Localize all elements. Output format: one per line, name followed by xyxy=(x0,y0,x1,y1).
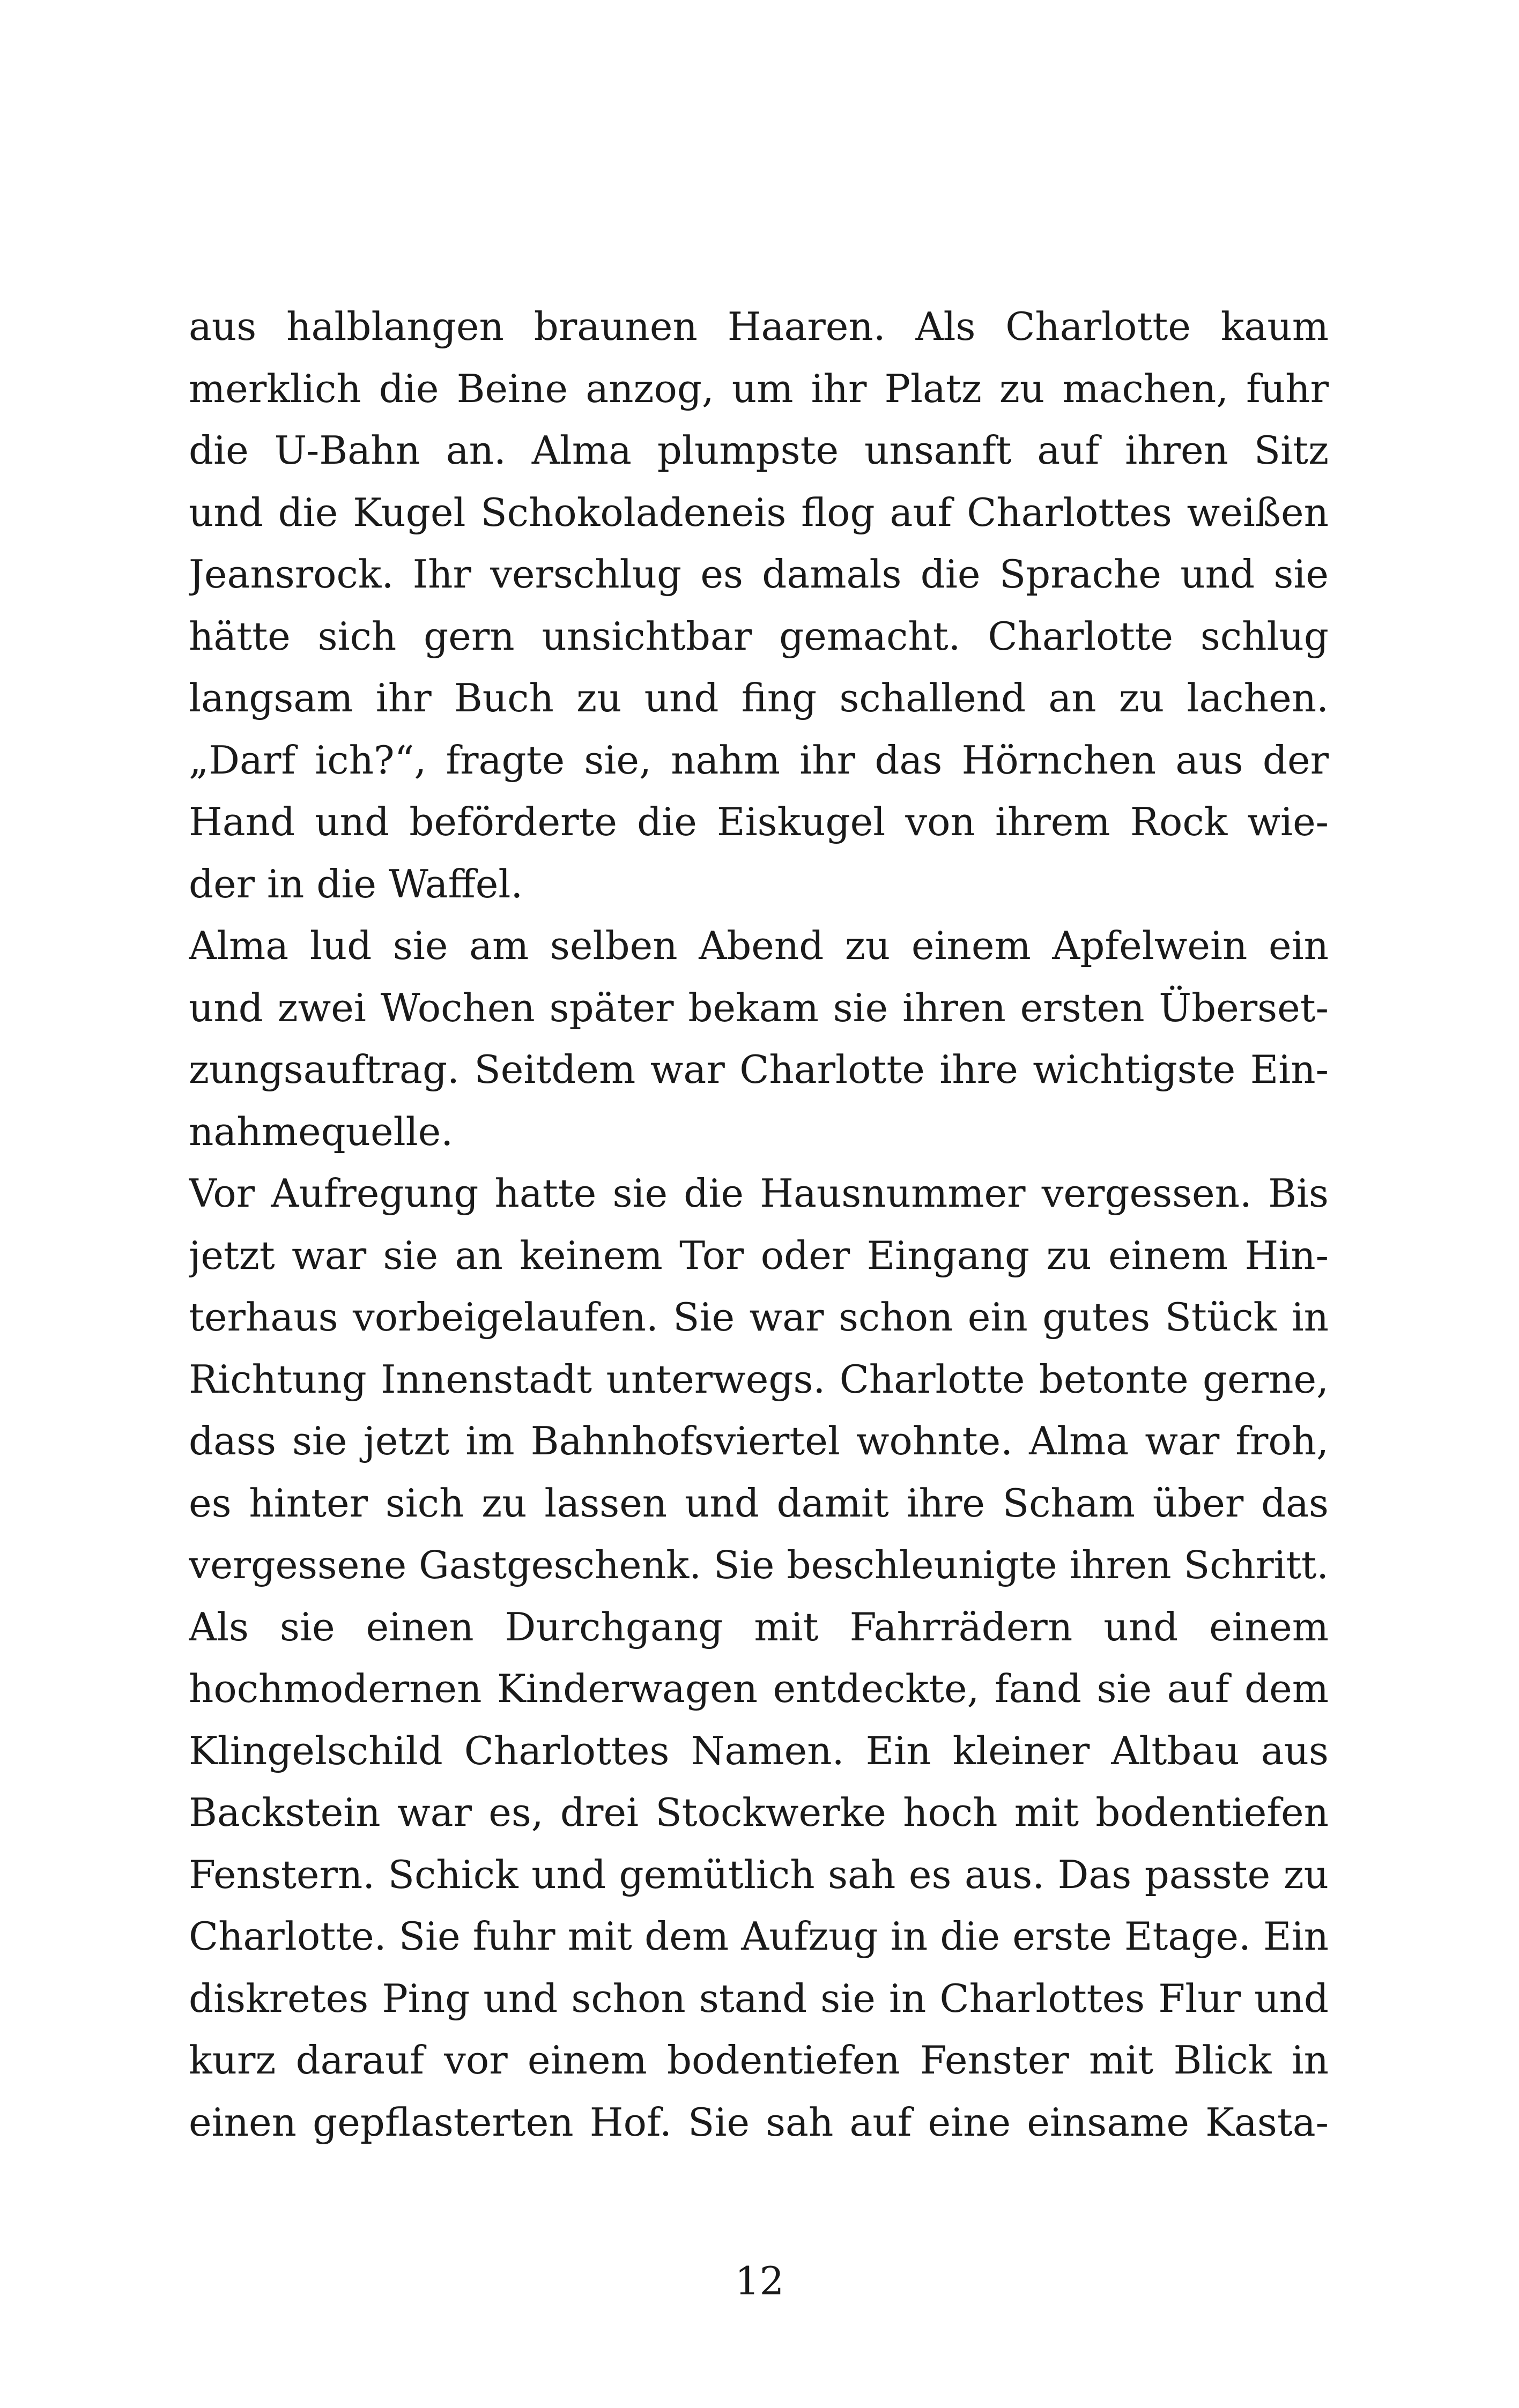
text-line: Jeansrock. Ihr verschlug es damals die Sprache und sie xyxy=(189,552,1329,597)
text-line: vergessene Gastgeschenk. Sie beschleunigte ihren Schritt. xyxy=(189,1543,1329,1587)
text-line: Fenstern. Schick und gemütlich sah es aus. Das passte zu xyxy=(189,1852,1329,1897)
text-line: nahmequelle. xyxy=(189,1109,454,1154)
text-line: kurz darauf vor einem bodentiefen Fenster mit Blick in xyxy=(189,2038,1329,2083)
text-line: merklich die Beine anzog, um ihr Platz zu machen, fuhr xyxy=(189,366,1329,411)
text-line: Richtung Innenstadt unterwegs. Charlotte betonte gerne, xyxy=(189,1356,1329,1402)
text-line: „Darf ich?“, fragte sie, nahm ihr das Hörnchen aus der xyxy=(189,737,1329,783)
text-line: jetzt war sie an keinem Tor oder Eingang zu einem Hin- xyxy=(189,1232,1329,1278)
text-line: dass sie jetzt im Bahnhofsviertel wohnte. Alma war froh, xyxy=(189,1418,1329,1463)
text-line: Backstein war es, drei Stockwerke hoch mit bodentiefen xyxy=(189,1790,1329,1835)
text-line: es hinter sich zu lassen und damit ihre Scham über das xyxy=(189,1480,1329,1526)
text-line: Klingelschild Charlottes Namen. Ein kleiner Altbau aus xyxy=(189,1728,1329,1773)
page-number: 12 xyxy=(735,2258,784,2303)
text-line: einen gepflasterten Hof. Sie sah auf eine einsame Kasta- xyxy=(189,2099,1329,2145)
text-line: Alma lud sie am selben Abend zu einem Apfelwein ein xyxy=(189,923,1329,968)
text-line: Charlotte. Sie fuhr mit dem Aufzug in die erste Etage. Ein xyxy=(189,1914,1329,1959)
text-line: Hand und beförderte die Eiskugel von ihrem Rock wie- xyxy=(189,799,1329,844)
text-line: terhaus vorbeigelaufen. Sie war schon ein gutes Stück in xyxy=(189,1295,1329,1340)
text-line: und die Kugel Schokoladeneis flog auf Charlottes weißen xyxy=(189,489,1329,535)
text-line: zungsauftrag. Seitdem war Charlotte ihre wichtigste Ein- xyxy=(189,1047,1329,1092)
text-line: die U-Bahn an. Alma plumpste unsanft auf ihren Sitz xyxy=(189,428,1329,473)
body-text xyxy=(189,296,1329,2153)
text-line: hochmodernen Kinderwagen entdeckte, fand sie auf dem xyxy=(189,1666,1329,1711)
text-line: Als sie einen Durchgang mit Fahrrädern und einem xyxy=(189,1604,1329,1649)
text-line: hätte sich gern unsichtbar gemacht. Charlotte schlug xyxy=(189,613,1329,659)
text-line: diskretes Ping und schon stand sie in Charlottes Flur und xyxy=(189,1975,1329,2021)
text-line: langsam ihr Buch zu und fing schallend an zu lachen. xyxy=(189,675,1329,720)
text-line: und zwei Wochen später bekam sie ihren ersten Überset- xyxy=(189,985,1329,1030)
text-line: der in die Waffel. xyxy=(189,861,523,906)
text-line: aus halblangen braunen Haaren. Als Charlotte kaum xyxy=(189,304,1329,349)
text-line: Vor Aufregung hatte sie die Hausnummer vergessen. Bis xyxy=(189,1171,1329,1216)
